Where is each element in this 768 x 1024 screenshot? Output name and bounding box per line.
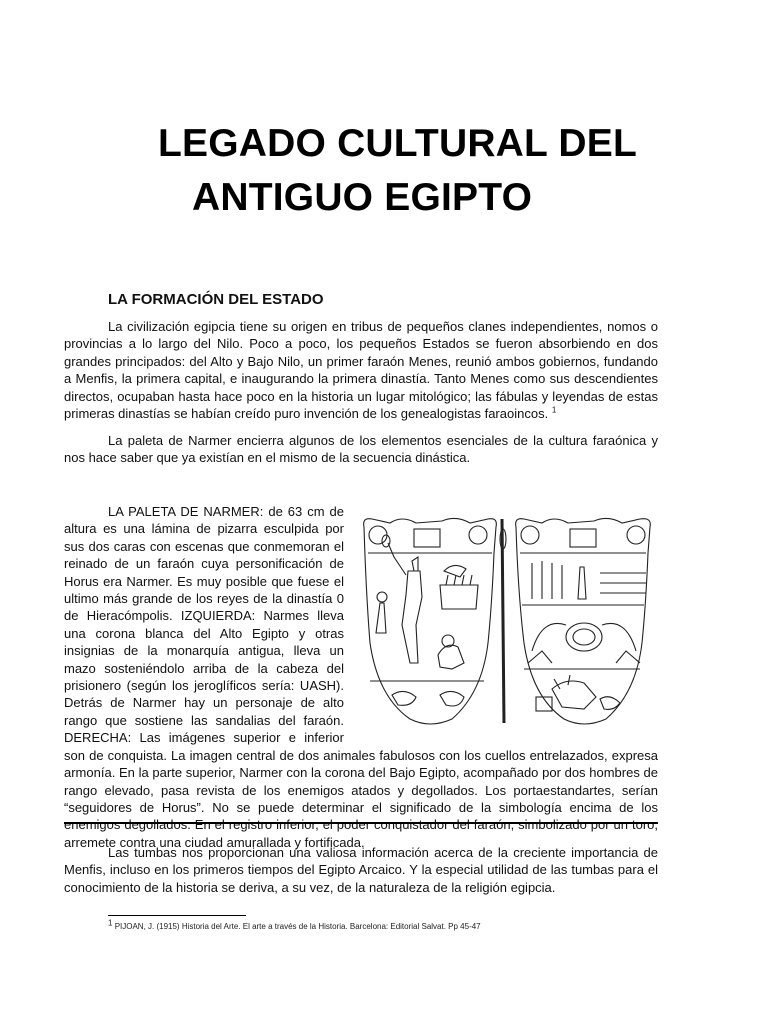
footnote-text: PIJOAN, J. (1915) Historia del Arte. El arte a través de la Historia. Barcelona: Editorial Salvat. Pp 45-47 (114, 922, 481, 931)
narmer-palette-illustration (356, 513, 658, 731)
paragraph-origins (64, 318, 658, 422)
document-title-line-2: ANTIGUO EGIPTO (192, 176, 533, 219)
paragraph-origins-text: La civilización egipcia tiene su origen en tribus de pequeños clanes independientes, nomos o provincias a lo largo del Nilo. Poco a poco, los pequeños Estados se fueron absorbiendo en dos grandes principados: del Alto y Bajo Nilo, un primer faraón Menes, reunió ambos gobiernos, fundando a Menfis, la primera capital, e inaugurando la primera dinastía. Tanto Menes como sus descendientes directos, ocupaban hasta hace poco en la historia un lugar mitológico; las fábulas y leyendas de estas primeras dinastías se habían creído puro invención de los genealogistas faraoincos. (64, 319, 658, 422)
narmer-palette-section (64, 503, 658, 851)
document-title-line-1: LEGADO CULTURAL DEL (158, 122, 637, 165)
footnote-divider (108, 915, 246, 916)
paragraph-narmer-intro-text: La paleta de Narmer encierra algunos de los elementos esenciales de la cultura faraónica y nos hace saber que ya existían en el mismo de la secuencia dinástica. (64, 433, 658, 466)
footnote-reference: 1 (551, 405, 557, 415)
footnote-number: 1 (108, 918, 113, 928)
footnote (108, 918, 481, 931)
paragraph-tombs-text: Las tumbas nos proporcionan una valiosa información acerca de la creciente importancia de Menfis, incluso en los primeros tiempos del Egipto Arcaico. Y la especial utilidad de las tumbas para el conocimiento de la historia se deriva, a su vez, de la naturaleza de la religión egipcia. (64, 845, 658, 895)
paragraph-narmer-palette-text: LA PALETA DE NARMER: de 63 cm de altura es una lámina de pizarra esculpida por sus dos caras con escenas que conmemoran el reinado de un faraón cuya personificación de Horus era Narmer. Es muy posible que fuese el ultimo más grande de los reyes de la dinastía 0 de Hieracómpolis. IZQUIERDA: Narmes lleva una corona blanca del Alto Egipto y otras insignias de la monarquía antigua, lleva un mazo sosteniéndolo arriba de la cabeza del prisionero (según los jeroglíficos sería: UASH). Detrás de Narmer hay un personaje de alto rango que sostiene las sandalias del faraón. DERECHA: Las imágenes superior e inferior son de conquista. La imagen central de dos animales fabulosos con los cuellos entrelazados, expresa armonía. En la parte superior, Narmer con la corona del Bajo Egipto, acompañado por dos hombres de rango elevado, pasa revista de los enemigos atados y degollados. Los portaestandartes, serían “seguidores de Horus”. No se puede determinar el significado de la simbología encima de los enemigos degollados. En el registro inferior, el poder conquistador del faraón, simbolizado por un toro, arremete contra una ciudad amurallada y fortificada. (64, 504, 658, 850)
section-divider (64, 822, 658, 824)
section-heading: LA FORMACIÓN DEL ESTADO (108, 291, 324, 308)
paragraph-tombs (64, 844, 658, 896)
paragraph-narmer-intro (64, 432, 658, 467)
